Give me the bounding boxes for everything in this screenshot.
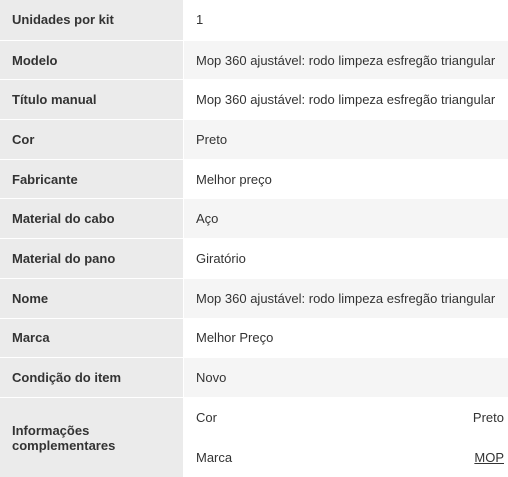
spec-label: Modelo: [0, 40, 184, 80]
spec-row: [0, 278, 508, 318]
spec-row: [0, 357, 508, 397]
spec-label: Título manual: [0, 79, 184, 119]
spec-value: Aço: [184, 198, 508, 238]
complementary-subtable: [196, 398, 508, 477]
spec-label: Material do cabo: [0, 198, 184, 238]
spec-value: Giratório: [184, 238, 508, 278]
complementary-value: [184, 397, 508, 477]
complementary-label: Informações complementares: [0, 397, 184, 477]
spec-value: Mop 360 ajustável: rodo limpeza esfregão triangular: [184, 40, 508, 80]
complementary-val: Preto: [472, 410, 504, 426]
spec-row: [0, 318, 508, 358]
spec-row: [0, 198, 508, 238]
spec-row: [0, 159, 508, 199]
spec-value: Melhor preço: [184, 159, 508, 199]
spec-value: Novo: [184, 357, 508, 397]
spec-label: Condição do item: [0, 357, 184, 397]
spec-value: 1: [184, 0, 508, 40]
spec-label: Material do pano: [0, 238, 184, 278]
spec-label: Cor: [0, 119, 184, 159]
spec-value: Melhor Preço: [184, 318, 508, 358]
complementary-key: Cor: [196, 410, 217, 426]
spec-row: [0, 0, 508, 40]
spec-label: Nome: [0, 278, 184, 318]
complementary-key: Marca: [196, 449, 233, 465]
spec-label: Unidades por kit: [0, 0, 184, 40]
spec-value: Preto: [184, 119, 508, 159]
spec-value: Mop 360 ajustável: rodo limpeza esfregão triangular: [184, 278, 508, 318]
spec-row-complementary: [0, 397, 508, 477]
spec-row: [0, 238, 508, 278]
spec-label: Marca: [0, 318, 184, 358]
spec-value: Mop 360 ajustável: rodo limpeza esfregão triangular: [184, 79, 508, 119]
spec-row: [0, 40, 508, 80]
spec-row: [0, 79, 508, 119]
complementary-row: [196, 438, 508, 477]
spec-label: Fabricante: [0, 159, 184, 199]
complementary-row: [196, 398, 508, 438]
brand-link[interactable]: MOP: [474, 449, 504, 465]
spec-row: [0, 119, 508, 159]
